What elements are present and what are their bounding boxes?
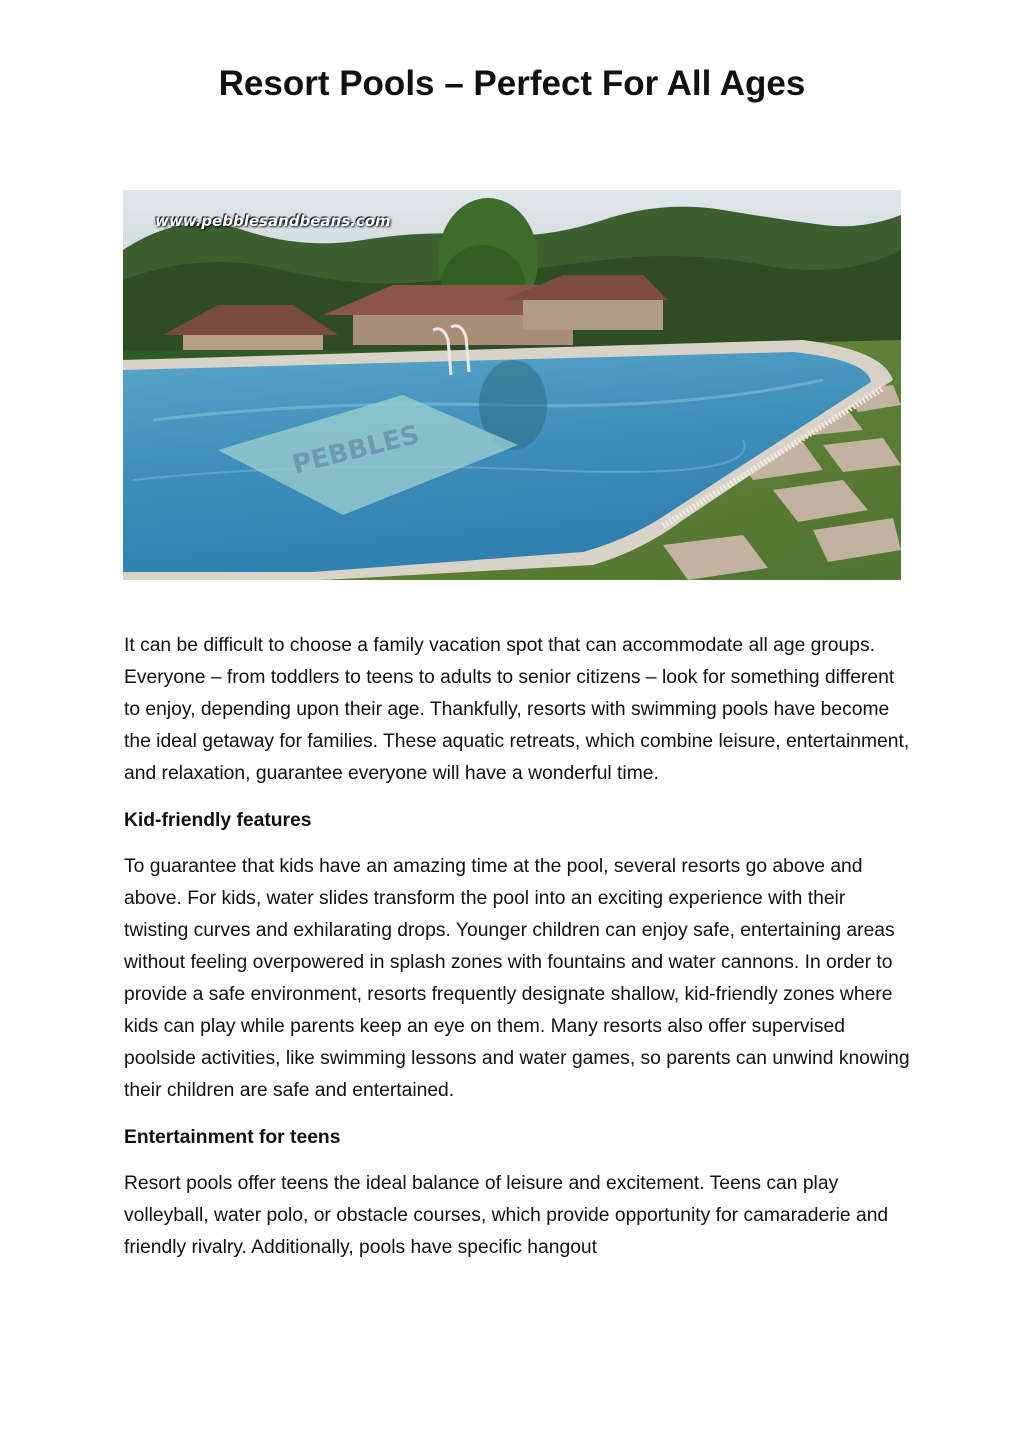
page-title: Resort Pools – Perfect For All Ages	[218, 64, 806, 103]
kids-paragraph: To guarantee that kids have an amazing time at the pool, several resorts go above and above. For kids, water slides transform the pool into an exciting experience with their twisting curves and exhilarating drops. Younger children can enjoy safe, entertaining areas without feeling overpowered in splash zones with fountains and water cannons. In order to provide a safe environment, resorts frequently designate shallow, kid-friendly zones where kids can play while parents keep an eye on them. Many resorts also offer supervised poolside activities, like swimming lessons and water games, so parents can unwind knowing their children are safe and entertained.	[124, 856, 910, 1101]
teens-heading: Entertainment for teens	[124, 1127, 341, 1148]
teens-paragraph: Resort pools offer teens the ideal balance of leisure and excitement. Teens can play volleyball, water polo, or obstacle courses, which provide opportunity for camaraderie and friendly rivalry. Additionally, pools have specific hangout	[124, 1173, 889, 1258]
intro-paragraph: It can be difficult to choose a family vacation spot that can accommodate all age groups. Everyone – from toddlers to teens to adults to senior citizens – look for something different to enjoy, depending upon their age. Thankfully, resorts with swimming pools have become the ideal getaway for families. These aquatic retreats, which combine leisure, entertainment, and relaxation, guarantee everyone will have a wonderful time.	[124, 635, 910, 784]
article-body	[124, 630, 914, 1264]
kids-heading: Kid-friendly features	[124, 810, 312, 831]
image-watermark: www.pebblesandbeans.com	[155, 212, 391, 230]
svg-text:PEBBLES: PEBBLES	[289, 420, 423, 481]
resort-pool-photo	[123, 190, 901, 580]
